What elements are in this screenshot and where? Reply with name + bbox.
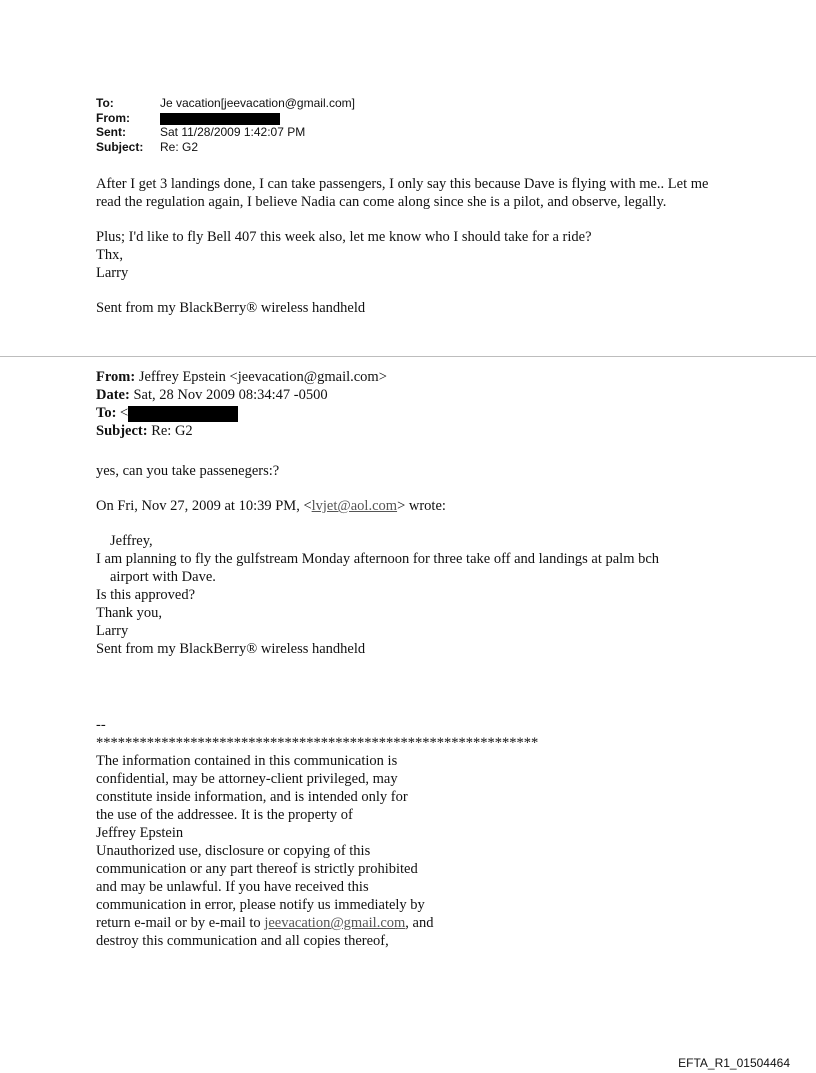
footer-line: The information contained in this communication is [96, 753, 398, 769]
divider [0, 356, 816, 357]
quote-line: Larry [96, 623, 129, 639]
to-prefix: < [120, 405, 129, 421]
quote-line: I am planning to fly the gulfstream Monday afternoon for three take off and landings at palm bch [96, 551, 660, 567]
from-label: From: [96, 369, 136, 385]
sent-value: Sat 11/28/2009 1:42:07 PM [160, 125, 306, 139]
date-row [96, 386, 387, 404]
footer-text: return e-mail or by e-mail to [96, 915, 265, 931]
subject-label: Subject: [96, 139, 144, 154]
quote-line: Sent from my BlackBerry® wireless handheld [96, 641, 366, 657]
quoted-message [96, 532, 736, 658]
email-link[interactable]: lvjet@aol.com [311, 498, 398, 514]
from-label: From: [96, 110, 130, 125]
subject-value: Re: G2 [160, 139, 199, 154]
footer-line [96, 914, 576, 932]
message-body-quoted [96, 462, 736, 658]
quote-intro-text: On Fri, Nov 27, 2009 at 10:39 PM, < [96, 498, 312, 514]
footer-line: destroy this communication and all copies thereof, [96, 933, 389, 949]
message-paragraph: After I get 3 landings done, I can take passengers, I only say this because Dave is flying with me.. Let me read the regulation again, I believe Nadia can come along since she is a pilot, and observe, legally. [96, 176, 709, 210]
quote-line: Is this approved? [96, 587, 196, 603]
message-body-primary [96, 175, 736, 334]
to-label: To: [96, 405, 117, 421]
confidentiality-footer [96, 716, 576, 950]
to-value: Je vacation[jeevacation@gmail.com] [160, 96, 355, 110]
message-line: Thx, [96, 247, 123, 263]
footer-line: confidential, may be attorney-client privileged, may [96, 771, 398, 787]
sent-label: Sent: [96, 125, 126, 139]
quote-intro [96, 497, 736, 515]
footer-text: , and [405, 915, 434, 931]
quote-intro-text: > wrote: [397, 498, 446, 514]
to-redaction [128, 406, 238, 422]
reply-text: yes, can you take passenegers:? [96, 463, 280, 479]
footer-stars: ************************************************************* [96, 735, 539, 751]
from-row [96, 368, 387, 386]
subject-row [96, 422, 387, 440]
subject-label: Subject: [96, 423, 148, 439]
from-value: Jeffrey Epstein <jeevacation@gmail.com> [138, 369, 387, 385]
document-id: EFTA_R1_01504464 [678, 1056, 790, 1070]
footer-line: Jeffrey Epstein [96, 825, 184, 841]
footer-line: the use of the addressee. It is the property of [96, 807, 353, 823]
footer-line: Unauthorized use, disclosure or copying of this [96, 843, 371, 859]
footer-dashes: -- [96, 717, 106, 733]
message-line: Larry [96, 265, 129, 281]
to-row [96, 404, 387, 422]
quote-line: Thank you, [96, 605, 163, 621]
email-link[interactable]: jeevacation@gmail.com [264, 915, 406, 931]
subject-value: Re: G2 [151, 423, 193, 439]
footer-line: constitute inside information, and is intended only for [96, 789, 408, 805]
message-paragraph [96, 228, 736, 282]
message-line: Plus; I'd like to fly Bell 407 this week also, let me know who I should take for a ride? [96, 229, 592, 245]
from-redaction [160, 111, 280, 125]
email-header-quoted [96, 368, 387, 440]
footer-line: communication in error, please notify us immediately by [96, 897, 425, 913]
date-label: Date: [96, 387, 130, 403]
message-signature: Sent from my BlackBerry® wireless handheld [96, 300, 366, 316]
quote-line: airport with Dave. [110, 569, 216, 585]
quote-line: Jeffrey, [110, 533, 153, 549]
footer-line: and may be unlawful. If you have received this [96, 879, 369, 895]
date-value: Sat, 28 Nov 2009 08:34:47 -0500 [133, 387, 328, 403]
footer-line: communication or any part thereof is strictly prohibited [96, 861, 418, 877]
to-label: To: [96, 96, 114, 110]
